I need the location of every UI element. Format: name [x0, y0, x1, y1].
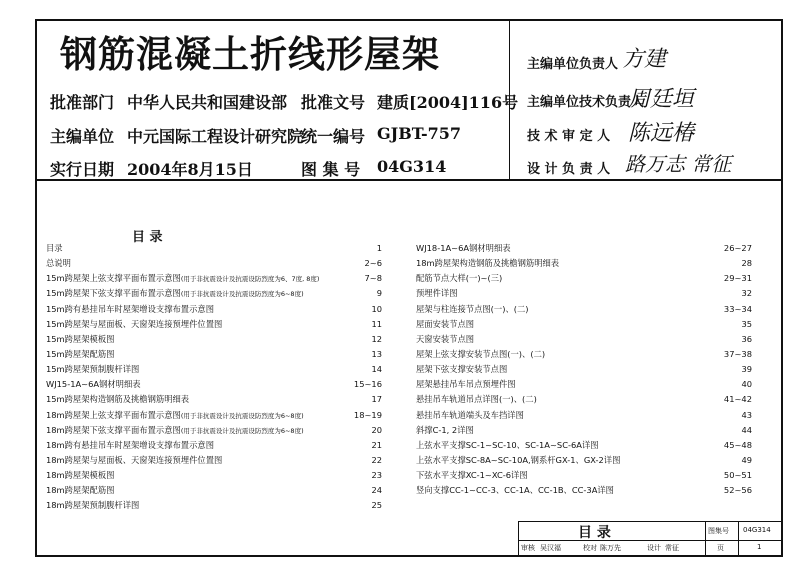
toc-entry-title-text: 屋架下弦支撑安装节点图 [416, 364, 508, 375]
toc-entry-note: (用于非抗震设计及抗震设防烈度为6、7度, 8度) [180, 275, 320, 284]
toc-entry[interactable] [46, 498, 382, 513]
atlas-no: 04G314 [377, 157, 447, 176]
toc-entry[interactable] [46, 332, 382, 347]
toc-entry-page: 40 [741, 379, 752, 390]
effective-date-label: 实行日期 [50, 160, 115, 179]
toc-entry-title-text: 总说明 [46, 258, 71, 269]
toc-entry[interactable] [46, 271, 382, 286]
signature-design-lead: 路万志 常征 [625, 152, 732, 176]
toc-entry[interactable] [46, 392, 382, 407]
toc-entry-title-text: 18m跨有悬挂吊车时屋架增设支撑布置示意图 [46, 439, 214, 450]
toc-entry[interactable] [416, 453, 752, 468]
toc-entry-note: (用于非抗震设计及抗震设防烈度为6~8度) [180, 426, 304, 435]
toc-entry-title [46, 438, 214, 453]
title-block-design-label: 设计 [647, 544, 661, 552]
toc-entry[interactable] [416, 362, 752, 377]
toc-entry-page: 12 [371, 333, 382, 344]
title-block-check-label: 校对 [583, 544, 597, 552]
toc-entry-page: 17 [371, 394, 382, 405]
toc-entry-title [46, 453, 222, 468]
toc-entry-page: 24 [371, 485, 382, 496]
toc-heading: 目 录 [132, 230, 163, 245]
toc-entry[interactable] [416, 256, 752, 271]
toc-entry-page: 49 [741, 454, 752, 465]
toc-entry-title-text: 屋架悬挂吊车吊点预埋件图 [416, 379, 516, 390]
toc-entry-title-text: 18m跨屋架构造钢筋及挑檐钢筋明细表 [416, 258, 560, 269]
toc-entry-title-text: 15m跨屋架模板图 [46, 333, 115, 344]
toc-entry[interactable] [416, 483, 752, 498]
toc-entry-title [46, 408, 304, 424]
toc-entry-title-text: 悬挂吊车轨道端头及车挡详图 [416, 409, 524, 420]
toc-entry-title-text: 屋架与柱连接节点图(一)、(二) [416, 303, 529, 314]
toc-entry-title [416, 347, 545, 362]
toc-entry-page: 9 [376, 288, 382, 299]
toc-entry-title [416, 453, 620, 468]
unified-no: GJBT-757 [377, 124, 462, 143]
toc-left-column [46, 241, 382, 514]
toc-entry-title-text: 15m跨屋架配筋图 [46, 348, 115, 359]
toc-entry-title [416, 377, 516, 392]
title-block-page-no: 1 [757, 543, 762, 551]
toc-entry-title-text: 斜撑C-1, 2详图 [416, 424, 474, 435]
toc-entry-page: 33~34 [723, 303, 752, 314]
toc-entry-title-text: 15m跨屋架构造钢筋及挑檐钢筋明细表 [46, 394, 190, 405]
toc-entry-title-text: 上弦水平支撑SC-8A~SC-10A,钢系杆GX-1、GX-2详图 [416, 454, 621, 465]
toc-entry[interactable] [416, 468, 752, 483]
toc-entry-page: 41~42 [723, 394, 752, 405]
toc-entry-page: 10 [371, 303, 382, 314]
toc-entry-page: 43 [741, 409, 752, 420]
toc-entry-title-text: 18m跨屋架上弦支撑平面布置示意图 [46, 409, 181, 420]
toc-entry-page: 15~16 [353, 379, 382, 390]
toc-entry[interactable] [416, 271, 752, 286]
resp-label-tech-chief: 主编单位技术负责人 [527, 95, 645, 110]
toc-entry[interactable] [46, 453, 382, 468]
signature-tech-reviewer: 陈远椿 [628, 121, 695, 146]
toc-entry-title [46, 347, 114, 362]
toc-entry[interactable] [46, 362, 382, 377]
toc-entry-page: 7~8 [364, 273, 382, 284]
toc-entry-title [416, 392, 537, 407]
toc-entry-page: 26~27 [723, 243, 752, 253]
toc-entry-title-text: 竖向支撑CC-1~CC-3、CC-1A、CC-1B、CC-3A详图 [416, 485, 614, 496]
toc-entry-title [46, 483, 114, 498]
title-block-designer: 常征 [665, 544, 679, 552]
toc-entry-title-text: 屋面安装节点图 [416, 318, 475, 329]
toc-entry-title [46, 241, 63, 256]
toc-entry[interactable] [416, 347, 752, 362]
toc-entry[interactable] [416, 392, 752, 407]
toc-entry-title [46, 362, 139, 377]
title-block-top-line [518, 521, 783, 522]
toc-entry-page: 39 [741, 364, 752, 375]
toc-entry-title-text: WJ15-1A~6A钢材明细表 [46, 379, 141, 390]
toc-entry-title [416, 423, 474, 438]
title-block-page-label: 页 [717, 544, 724, 552]
toc-entry-page: 23 [371, 470, 382, 481]
toc-entry-page: 13 [371, 348, 382, 359]
toc-entry-page: 52~56 [723, 485, 752, 496]
toc-entry[interactable] [46, 302, 382, 317]
toc-right-column [416, 241, 752, 498]
approval-no: 建质[2004]116号 [377, 93, 519, 112]
toc-entry-title [46, 468, 114, 483]
toc-entry[interactable] [46, 483, 382, 498]
toc-entry-title [416, 362, 507, 377]
toc-entry-page: 22 [371, 454, 382, 465]
toc-entry[interactable] [416, 302, 752, 317]
toc-entry-title-text: 天窗安装节点图 [416, 333, 475, 344]
editor-unit: 中元国际工程设计研究院 [127, 127, 304, 146]
toc-entry-title [416, 438, 599, 453]
toc-entry-title-text: 上弦水平支撑SC-1~SC-10、SC-1A~SC-6A详图 [416, 439, 599, 450]
toc-entry[interactable] [416, 286, 752, 301]
signature-tech-chief: 周廷垣 [628, 87, 695, 112]
toc-entry-title-text: 18m跨屋架配筋图 [46, 485, 115, 496]
toc-entry-title [416, 317, 474, 332]
toc-entry-page: 45~48 [723, 439, 752, 450]
approval-no-label: 批准文号 [301, 93, 366, 112]
toc-entry-page: 21 [371, 439, 382, 450]
toc-entry[interactable] [416, 317, 752, 332]
toc-entry-page: 44 [741, 424, 752, 435]
unified-no-label: 统一编号 [301, 127, 366, 146]
toc-entry-title-text: 15m跨有悬挂吊车时屋架增设支撑布置示意图 [46, 303, 214, 314]
toc-entry-page: 37~38 [723, 348, 752, 359]
approval-dept: 中华人民共和国建设部 [127, 93, 288, 112]
toc-entry-title [46, 332, 114, 347]
toc-entry-title [46, 498, 139, 513]
toc-entry-title [46, 392, 189, 407]
approval-dept-label: 批准部门 [50, 93, 115, 112]
signature-chief-unit: 方建 [622, 47, 667, 72]
toc-entry[interactable] [416, 408, 752, 423]
toc-entry-title [416, 408, 524, 423]
toc-entry[interactable] [46, 241, 382, 256]
toc-entry-title-text: 预埋件详图 [416, 288, 458, 299]
toc-entry[interactable] [46, 423, 382, 438]
toc-entry-title-text: 15m跨屋架上弦支撑平面布置示意图 [46, 273, 181, 284]
title-block-reviewer: 吴汉福 [540, 544, 561, 552]
toc-entry-title-text: 18m跨屋架预制腹杆详图 [46, 500, 140, 511]
toc-entry-page: 11 [371, 318, 382, 329]
toc-entry-title [416, 468, 528, 483]
toc-entry-title-text: 下弦水平支撑XC-1~XC-6详图 [416, 470, 528, 481]
title-block-atlas-label: 图集号 [708, 527, 729, 535]
toc-entry-page: 18~19 [353, 409, 382, 420]
toc-entry-note: (用于非抗震设计及抗震设防烈度为6~8度) [180, 290, 304, 299]
toc-entry-title [46, 377, 141, 392]
toc-entry-page: 32 [741, 288, 752, 299]
toc-entry-title [46, 302, 214, 317]
toc-entry-title-text: 屋架上弦支撑安装节点图(一)、(二) [416, 348, 546, 359]
toc-entry-title-text: WJ18-1A~6A钢材明细表 [416, 243, 511, 253]
resp-label-tech-reviewer: 技 术 审 定 人 [527, 129, 611, 144]
toc-entry-title [46, 271, 319, 287]
toc-entry-page: 50~51 [723, 470, 752, 481]
toc-entry-title-text: 18m跨屋架下弦支撑平面布置示意图 [46, 424, 181, 435]
toc-entry-title [416, 332, 474, 347]
toc-entry[interactable] [416, 332, 752, 347]
toc-entry[interactable] [416, 241, 752, 256]
title-block-mid-line [518, 540, 783, 541]
toc-entry-title [46, 286, 304, 302]
toc-entry-title [46, 423, 304, 439]
resp-label-design-lead: 设 计 负 责 人 [527, 162, 611, 177]
toc-entry-page: 35 [741, 318, 752, 329]
toc-entry[interactable] [46, 347, 382, 362]
toc-entry-page: 36 [741, 333, 752, 344]
title-block-checker: 陈万先 [600, 544, 621, 552]
toc-entry-title-text: 15m跨屋架与屋面板、天窗架连接预埋件位置图 [46, 318, 223, 329]
toc-entry-page: 28 [741, 258, 752, 269]
toc-entry-title-text: 18m跨屋架模板图 [46, 470, 115, 481]
toc-entry[interactable] [46, 438, 382, 453]
toc-entry-title [416, 271, 502, 286]
toc-entry-page: 1 [376, 243, 382, 253]
editor-unit-label: 主编单位 [50, 127, 115, 146]
toc-entry-title [416, 483, 614, 498]
toc-entry-title [416, 241, 511, 256]
toc-entry[interactable] [46, 377, 382, 392]
toc-entry-page: 2~6 [364, 258, 382, 269]
toc-entry-title [416, 286, 458, 301]
toc-entry[interactable] [46, 317, 382, 332]
toc-entry-title [416, 256, 559, 271]
title-block-review-label: 审核 [521, 544, 535, 552]
page-title: 钢筋混凝土折线形屋架 [60, 32, 440, 76]
toc-entry-title [46, 317, 222, 332]
atlas-no-label: 图 集 号 [301, 160, 361, 179]
title-block-atlas-no: 04G314 [743, 526, 771, 534]
toc-entry[interactable] [46, 286, 382, 301]
toc-entry-note: (用于非抗震设计及抗震设防烈度为6~8度) [180, 411, 304, 420]
toc-entry-page: 25 [371, 500, 382, 511]
toc-entry[interactable] [416, 423, 752, 438]
toc-entry-title-text: 15m跨屋架预制腹杆详图 [46, 364, 140, 375]
toc-entry-title [46, 256, 71, 271]
toc-entry-title-text: 目录 [46, 243, 63, 253]
effective-date: 2004年8月15日 [127, 160, 253, 179]
toc-entry[interactable] [46, 468, 382, 483]
toc-entry[interactable] [46, 256, 382, 271]
title-block-name: 目 录 [578, 525, 611, 541]
resp-label-chief-unit: 主编单位负责人 [527, 57, 619, 72]
title-block-divider-1 [705, 521, 706, 557]
toc-entry-title-text: 悬挂吊车轨道吊点详图(一)、(二) [416, 394, 537, 405]
toc-entry-title-text: 18m跨屋架与屋面板、天窗架连接预埋件位置图 [46, 454, 223, 465]
title-block-left-line [518, 521, 519, 557]
toc-entry[interactable] [416, 377, 752, 392]
toc-entry-page: 29~31 [723, 273, 752, 284]
toc-entry-page: 20 [371, 424, 382, 435]
toc-entry-title [416, 302, 529, 317]
toc-entry-title-text: 15m跨屋架下弦支撑平面布置示意图 [46, 288, 181, 299]
toc-entry[interactable] [416, 438, 752, 453]
toc-entry-title-text: 配筋节点大样(一)~(三) [416, 273, 503, 284]
toc-entry-page: 14 [371, 364, 382, 375]
title-block-divider-2 [738, 521, 739, 557]
toc-entry[interactable] [46, 408, 382, 423]
